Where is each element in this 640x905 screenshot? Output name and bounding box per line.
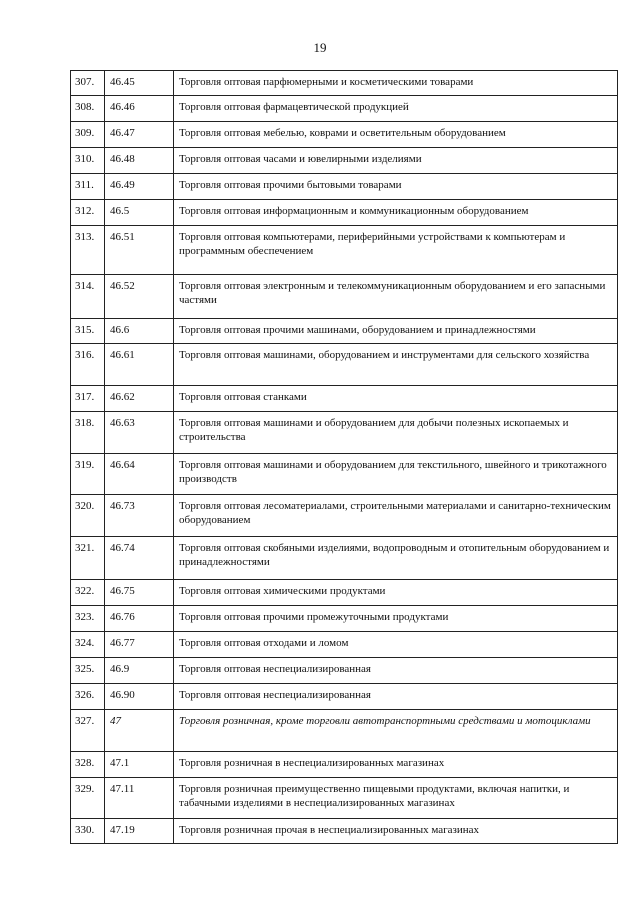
okved-code: 46.64 [105,454,174,495]
table-row [71,454,618,495]
row-number: 314. [71,275,105,319]
activity-description: Торговля розничная преимущественно пищевыми продуктами, включая напитки, и табачными изделиями в неспециализированных магазинах [174,778,618,819]
okved-code: 46.63 [105,412,174,454]
table-row [71,752,618,778]
row-number: 321. [71,537,105,580]
row-number: 307. [71,71,105,96]
okved-code: 47.1 [105,752,174,778]
okved-code: 46.74 [105,537,174,580]
row-number: 318. [71,412,105,454]
okved-code: 46.61 [105,344,174,386]
row-number: 319. [71,454,105,495]
okved-code: 46.9 [105,658,174,684]
row-number: 309. [71,122,105,148]
activity-description: Торговля оптовая неспециализированная [174,684,618,710]
activity-description: Торговля оптовая информационным и коммуникационным оборудованием [174,200,618,226]
table-row [71,226,618,275]
activity-description: Торговля оптовая прочими бытовыми товарами [174,174,618,200]
okved-code: 46.62 [105,386,174,412]
table-row [71,606,618,632]
activity-description: Торговля оптовая прочими машинами, оборудованием и принадлежностями [174,319,618,344]
row-number: 311. [71,174,105,200]
table-row [71,275,618,319]
table-row [71,386,618,412]
table-row [71,148,618,174]
activity-description: Торговля оптовая электронным и телекоммуникационным оборудованием и его запасными частями [174,275,618,319]
page-number: 19 [313,40,327,55]
row-number: 322. [71,580,105,606]
activity-description: Торговля оптовая станками [174,386,618,412]
table-row [71,344,618,386]
row-number: 328. [71,752,105,778]
activity-description: Торговля розничная прочая в неспециализированных магазинах [174,819,618,844]
row-number: 326. [71,684,105,710]
okved-table [70,70,618,844]
table-row [71,174,618,200]
row-number: 316. [71,344,105,386]
table-row [71,537,618,580]
row-number: 323. [71,606,105,632]
row-number: 325. [71,658,105,684]
okved-code: 46.90 [105,684,174,710]
okved-code: 46.48 [105,148,174,174]
activity-description: Торговля оптовая отходами и ломом [174,632,618,658]
table-row-section [71,710,618,752]
row-number: 329. [71,778,105,819]
activity-description: Торговля оптовая машинами и оборудованием для добычи полезных ископаемых и строительства [174,412,618,454]
okved-code: 46.47 [105,122,174,148]
okved-code: 46.73 [105,495,174,537]
activity-description: Торговля оптовая мебелью, коврами и осветительным оборудованием [174,122,618,148]
activity-description: Торговля оптовая скобяными изделиями, водопроводным и отопительным оборудованием и принадлежностями [174,537,618,580]
okved-code: 46.77 [105,632,174,658]
table-row [71,658,618,684]
activity-description: Торговля розничная, кроме торговли автотранспортными средствами и мотоциклами [174,710,618,752]
okved-code: 46.45 [105,71,174,96]
okved-code: 47.19 [105,819,174,844]
okved-code: 46.5 [105,200,174,226]
row-number: 315. [71,319,105,344]
okved-code: 46.76 [105,606,174,632]
table-row [71,580,618,606]
table-row [71,319,618,344]
row-number: 310. [71,148,105,174]
okved-code: 46.49 [105,174,174,200]
row-number: 312. [71,200,105,226]
okved-code: 46.6 [105,319,174,344]
activity-description: Торговля оптовая химическими продуктами [174,580,618,606]
row-number: 317. [71,386,105,412]
okved-code: 46.51 [105,226,174,275]
row-number: 320. [71,495,105,537]
row-number: 330. [71,819,105,844]
activity-description: Торговля оптовая часами и ювелирными изделиями [174,148,618,174]
table-row [71,819,618,844]
activity-description: Торговля оптовая парфюмерными и косметическими товарами [174,71,618,96]
table-row [71,495,618,537]
okved-code: 46.46 [105,96,174,122]
row-number: 313. [71,226,105,275]
table-row [71,632,618,658]
activity-description: Торговля оптовая прочими промежуточными продуктами [174,606,618,632]
table-row [71,122,618,148]
table-row [71,96,618,122]
table-row [71,71,618,96]
okved-code: 46.52 [105,275,174,319]
activity-description: Торговля оптовая неспециализированная [174,658,618,684]
activity-description: Торговля оптовая фармацевтической продукцией [174,96,618,122]
activity-description: Торговля оптовая машинами, оборудованием и инструментами для сельского хозяйства [174,344,618,386]
row-number: 324. [71,632,105,658]
table-row [71,412,618,454]
row-number: 308. [71,96,105,122]
table-row [71,778,618,819]
activity-description: Торговля оптовая лесоматериалами, строительными материалами и санитарно-техническим оборудованием [174,495,618,537]
activity-description: Торговля розничная в неспециализированных магазинах [174,752,618,778]
okved-code: 46.75 [105,580,174,606]
okved-code: 47.11 [105,778,174,819]
table-row [71,200,618,226]
okved-code: 47 [105,710,174,752]
activity-description: Торговля оптовая компьютерами, периферийными устройствами к компьютерам и программным обеспечением [174,226,618,275]
table-row [71,684,618,710]
row-number: 327. [71,710,105,752]
activity-description: Торговля оптовая машинами и оборудованием для текстильного, швейного и трикотажного производств [174,454,618,495]
